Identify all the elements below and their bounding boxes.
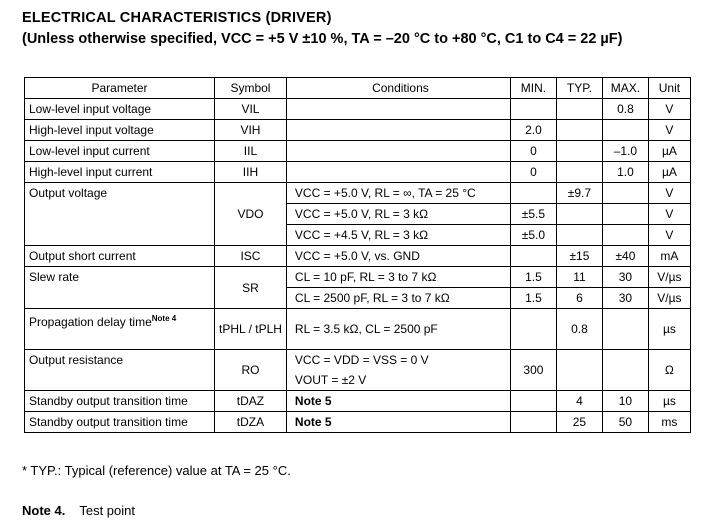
table-row xyxy=(25,141,691,162)
table-row xyxy=(25,246,691,267)
max-cell: 50 xyxy=(602,412,648,433)
header-unit: Unit xyxy=(648,78,690,99)
max-cell: 0.8 xyxy=(602,99,648,120)
min-cell: 0 xyxy=(510,162,556,183)
param-cell xyxy=(25,309,215,350)
unit-cell: µs xyxy=(648,309,690,350)
max-cell: –1.0 xyxy=(602,141,648,162)
max-cell: 30 xyxy=(602,288,648,309)
unit-cell: mA xyxy=(648,246,690,267)
symbol-cell: RO xyxy=(215,350,287,391)
min-cell xyxy=(510,246,556,267)
unit-cell: µA xyxy=(648,141,690,162)
min-cell: ±5.0 xyxy=(510,225,556,246)
header-max: MAX. xyxy=(602,78,648,99)
header-symbol: Symbol xyxy=(215,78,287,99)
min-cell xyxy=(510,391,556,412)
min-cell xyxy=(510,99,556,120)
param-cell: Output voltage xyxy=(25,183,215,246)
condition-cell xyxy=(286,99,510,120)
typ-cell xyxy=(556,99,602,120)
min-cell: 1.5 xyxy=(510,288,556,309)
table-row xyxy=(25,412,691,433)
min-cell xyxy=(510,412,556,433)
condition-cell xyxy=(286,120,510,141)
condition-cell: CL = 2500 pF, RL = 3 to 7 kΩ xyxy=(286,288,510,309)
note4-text: Test point xyxy=(79,503,135,518)
typ-cell xyxy=(556,162,602,183)
spec-table xyxy=(24,77,691,433)
symbol-cell: tDAZ xyxy=(215,391,287,412)
param-cell: Output resistance xyxy=(25,350,215,391)
typ-cell xyxy=(556,204,602,225)
unit-cell: V/µs xyxy=(648,288,690,309)
table-row xyxy=(25,162,691,183)
table-row xyxy=(25,391,691,412)
max-cell: ±40 xyxy=(602,246,648,267)
min-cell: 2.0 xyxy=(510,120,556,141)
condition-cell: CL = 10 pF, RL = 3 to 7 kΩ xyxy=(286,267,510,288)
param-cell: Standby output transition time xyxy=(25,391,215,412)
typ-cell: 0.8 xyxy=(556,309,602,350)
min-cell: 1.5 xyxy=(510,267,556,288)
table-row xyxy=(25,309,691,350)
max-cell xyxy=(602,350,648,391)
param-cell: Low-level input voltage xyxy=(25,99,215,120)
condition-cell xyxy=(286,350,510,391)
section-title: ELECTRICAL CHARACTERISTICS (DRIVER) xyxy=(22,10,332,26)
condition-cell: VCC = +5.0 V, RL = 3 kΩ xyxy=(286,204,510,225)
param-cell: Slew rate xyxy=(25,267,215,309)
min-cell: ±5.5 xyxy=(510,204,556,225)
unit-cell: µA xyxy=(648,162,690,183)
symbol-cell: ISC xyxy=(215,246,287,267)
typ-cell: 11 xyxy=(556,267,602,288)
condition-cell: RL = 3.5 kΩ, CL = 2500 pF xyxy=(286,309,510,350)
max-cell xyxy=(602,309,648,350)
min-cell: 0 xyxy=(510,141,556,162)
condition-cell: Note 5 xyxy=(286,412,510,433)
condition-cell: VCC = +5.0 V, RL = ∞, TA = 25 °C xyxy=(286,183,510,204)
symbol-cell: IIH xyxy=(215,162,287,183)
header-typ: TYP. xyxy=(556,78,602,99)
param-cell: High-level input current xyxy=(25,162,215,183)
unit-cell: ms xyxy=(648,412,690,433)
note-ref: Note 4 xyxy=(151,314,177,323)
table-row xyxy=(25,120,691,141)
symbol-cell: VIL xyxy=(215,99,287,120)
typ-cell xyxy=(556,120,602,141)
max-cell: 1.0 xyxy=(602,162,648,183)
table-row xyxy=(25,99,691,120)
max-cell xyxy=(602,204,648,225)
max-cell xyxy=(602,183,648,204)
typ-footnote: * TYP.: Typical (reference) value at TA = 25 °C. xyxy=(22,463,291,478)
min-cell xyxy=(510,309,556,350)
max-cell: 30 xyxy=(602,267,648,288)
section-subtitle: (Unless otherwise specified, VCC = +5 V ±10 %, TA = –20 °C to +80 °C, C1 to C4 = 22 µF) xyxy=(22,31,623,47)
condition-cell xyxy=(286,162,510,183)
header-conditions: Conditions xyxy=(286,78,510,99)
condition-line: VOUT = ±2 V xyxy=(294,373,367,387)
unit-cell: V xyxy=(648,183,690,204)
table-header-row xyxy=(25,78,691,99)
param-cell: Standby output transition time xyxy=(25,412,215,433)
unit-cell: V/µs xyxy=(648,267,690,288)
max-cell xyxy=(602,225,648,246)
condition-cell: VCC = +5.0 V, vs. GND xyxy=(286,246,510,267)
unit-cell: V xyxy=(648,204,690,225)
min-cell: 300 xyxy=(510,350,556,391)
unit-cell: V xyxy=(648,225,690,246)
max-cell: 10 xyxy=(602,391,648,412)
param-cell: Low-level input current xyxy=(25,141,215,162)
condition-line: VCC = VDD = VSS = 0 V xyxy=(294,353,429,367)
typ-cell xyxy=(556,350,602,391)
typ-cell xyxy=(556,225,602,246)
typ-cell: ±15 xyxy=(556,246,602,267)
header-min: MIN. xyxy=(510,78,556,99)
note4-label: Note 4. xyxy=(22,503,66,518)
typ-cell: ±9.7 xyxy=(556,183,602,204)
param-cell: Output short current xyxy=(25,246,215,267)
param-text: Propagation delay time xyxy=(29,315,152,329)
unit-cell: V xyxy=(648,99,690,120)
table-row xyxy=(25,350,691,391)
condition-cell: VCC = +4.5 V, RL = 3 kΩ xyxy=(286,225,510,246)
table-row xyxy=(25,267,691,288)
param-cell: High-level input voltage xyxy=(25,120,215,141)
typ-cell: 4 xyxy=(556,391,602,412)
typ-cell: 25 xyxy=(556,412,602,433)
symbol-cell: tPHL / tPLH xyxy=(215,309,287,350)
symbol-cell: IIL xyxy=(215,141,287,162)
condition-cell xyxy=(286,141,510,162)
header-parameter: Parameter xyxy=(25,78,215,99)
unit-cell: Ω xyxy=(648,350,690,391)
unit-cell: V xyxy=(648,120,690,141)
symbol-cell: VDO xyxy=(215,183,287,246)
note4 xyxy=(22,503,135,518)
max-cell xyxy=(602,120,648,141)
min-cell xyxy=(510,183,556,204)
table-row xyxy=(25,183,691,204)
unit-cell: µs xyxy=(648,391,690,412)
condition-cell: Note 5 xyxy=(286,391,510,412)
typ-cell: 6 xyxy=(556,288,602,309)
symbol-cell: VIH xyxy=(215,120,287,141)
symbol-cell: SR xyxy=(215,267,287,309)
symbol-cell: tDZA xyxy=(215,412,287,433)
typ-cell xyxy=(556,141,602,162)
